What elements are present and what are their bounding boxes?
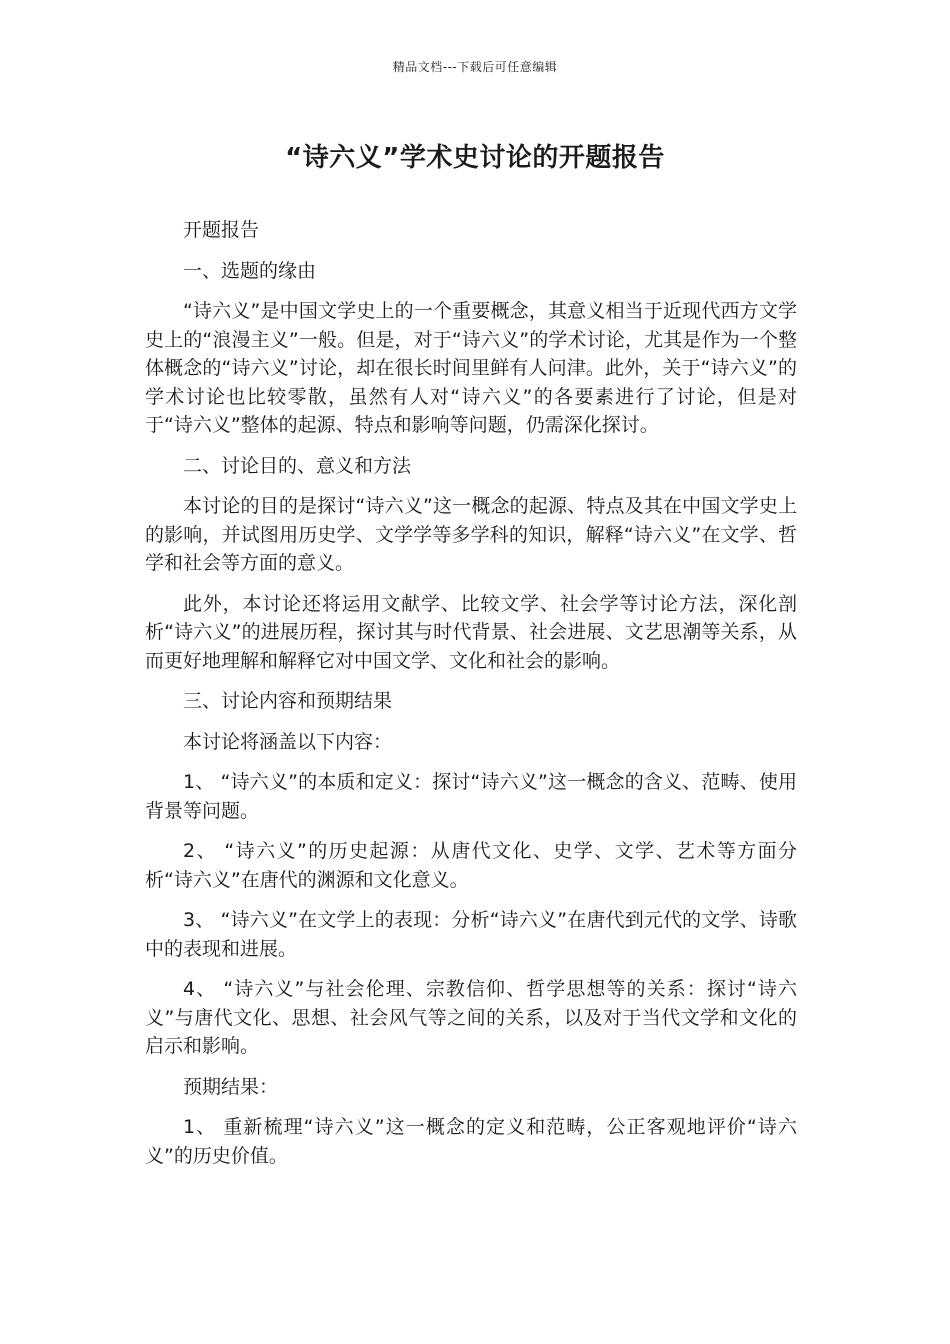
list-item: 1、 重新梳理“诗六义”这一概念的定义和范畴，公正客观地评价“诗六义”的历史价值。 bbox=[145, 1116, 797, 1167]
section-label-report: 开题报告 bbox=[183, 219, 260, 241]
paragraph: “诗六义”是中国文学史上的一个重要概念，其意义相当于近现代西方文学史上的“浪漫主义”一般。但是，对于“诗六义”的学术讨论，尤其是作为一个整体概念的“诗六义”讨论，却在很长时间里鲜有人问津。此外，关于“诗六义”的学术讨论也比较零散，虽然有人对“诗六义”的各要素进行了讨论，但是对于“诗六义”整体的起源、特点和影响等问题，仍需深化探讨。 bbox=[145, 300, 797, 436]
list-item: 3、 “诗六义”在文学上的表现：分析“诗六义”在唐代到元代的文学、诗歌中的表现和进展。 bbox=[145, 909, 797, 960]
list-item: 1、 “诗六义”的本质和定义：探讨“诗六义”这一概念的含义、范畴、使用背景等问题。 bbox=[145, 771, 797, 822]
expected-results-label: 预期结果： bbox=[183, 1075, 279, 1098]
document-body bbox=[145, 216, 797, 1182]
page-header: 精品文档---下载后可任意编辑 bbox=[392, 60, 558, 74]
list-item: 4、 “诗六义”与社会伦理、宗教信仰、哲学思想等的关系：探讨“诗六义”与唐代文化、思想、社会风气等之间的关系，以及对于当代文学和文化的启示和影响。 bbox=[145, 978, 797, 1057]
document-title: “诗六义”学术史讨论的开题报告 bbox=[285, 143, 665, 173]
paragraph: 本讨论的目的是探讨“诗六义”这一概念的起源、特点及其在中国文学史上的影响，并试图用历史学、文学学等多学科的知识，解释“诗六义”在文学、哲学和社会等方面的意义。 bbox=[145, 495, 797, 574]
list-item: 2、 “诗六义”的历史起源：从唐代文化、史学、文学、艺术等方面分析“诗六义”在唐代的渊源和文化意义。 bbox=[145, 840, 797, 891]
section-heading-3: 三、讨论内容和预期结果 bbox=[183, 690, 393, 712]
section-heading-2: 二、讨论目的、意义和方法 bbox=[183, 454, 412, 477]
section-heading-1: 一、选题的缘由 bbox=[183, 259, 317, 282]
content-intro: 本讨论将涵盖以下内容： bbox=[183, 730, 393, 753]
paragraph: 此外，本讨论还将运用文献学、比较文学、社会学等讨论方法，深化剖析“诗六义”的进展历程，探讨其与时代背景、社会进展、文艺思潮等关系，从而更好地理解和解释它对中国文学、文化和社会的影响。 bbox=[145, 592, 797, 672]
